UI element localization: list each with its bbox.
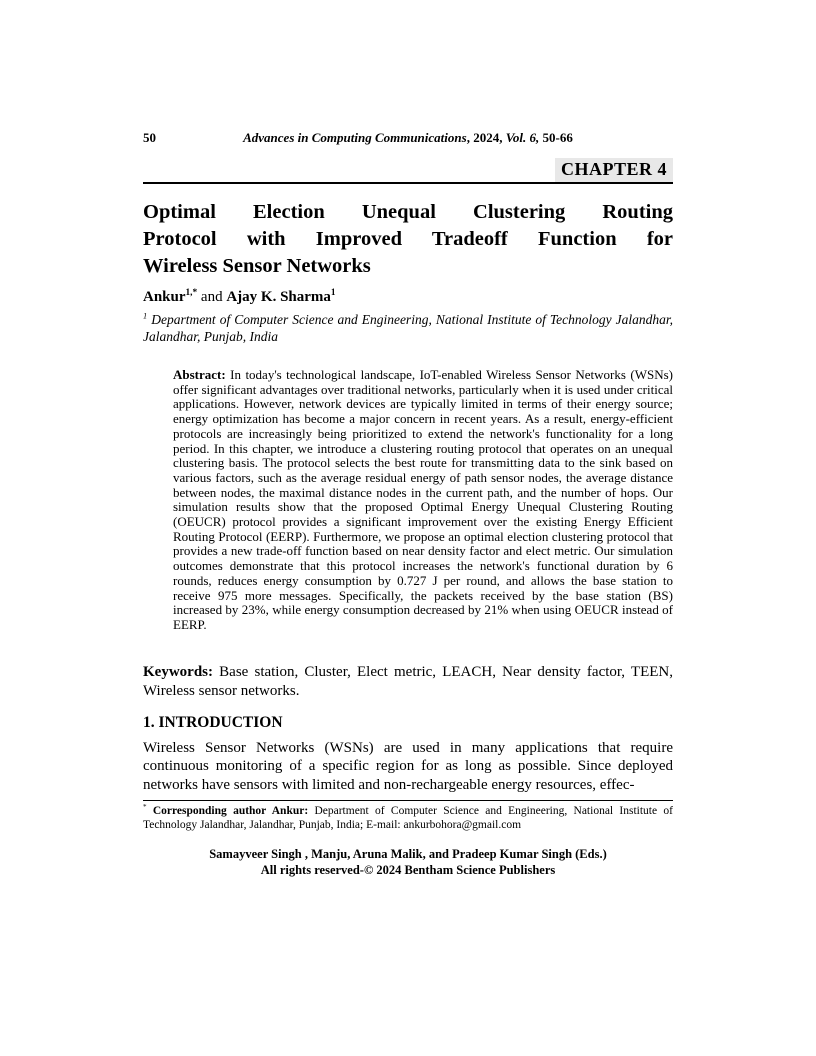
footnote-marker: * (143, 803, 147, 812)
article-title-line-1: Optimal Election Unequal Clustering Routing (143, 201, 673, 223)
rights-line: All rights reserved-© 2024 Bentham Science Publishers (260, 862, 556, 877)
article-title (143, 199, 673, 280)
affiliation (143, 311, 673, 345)
author-2-superscript: 1 (330, 288, 336, 298)
article-title-line-3: Wireless Sensor Networks (143, 255, 371, 277)
journal-pages: 50-66 (539, 130, 573, 145)
page-number: 50 (143, 130, 156, 145)
journal-title: Advances in Computing Communications (243, 130, 467, 145)
article-title-line-2: Protocol with Improved Tradeoff Function for (143, 228, 673, 250)
author-1-name: Ankur (143, 289, 186, 305)
journal-citation (213, 130, 603, 146)
affiliation-text: Department of Computer Science and Engineering, National Institute of Technology Jalandhar, Jalandhar, Punjab, India (143, 312, 673, 344)
affiliation-superscript: 1 (143, 311, 148, 321)
author-2-name: Ajay K. Sharma (226, 289, 331, 305)
running-header (143, 130, 673, 147)
journal-year: , 2024, (466, 130, 506, 145)
abstract-paragraph (173, 368, 673, 633)
header-rule (143, 182, 673, 184)
keywords-text: Base station, Cluster, Elect metric, LEACH, Near density factor, TEEN, Wireless sensor networks. (143, 663, 673, 699)
abstract-label: Abstract: (173, 367, 226, 382)
corresponding-author-footnote (143, 805, 673, 833)
chapter-label: CHAPTER 4 (555, 158, 673, 182)
book-footer (143, 846, 673, 878)
section-heading-introduction: 1. INTRODUCTION (143, 713, 283, 731)
keywords-label: Keywords: (143, 663, 213, 680)
abstract-text: In today's technological landscape, IoT-enabled Wireless Sensor Networks (WSNs) offer significant advantages over traditional networks, particularly when it is used under critical applications. However, network devices are typically limited in terms of their energy source; energy optimization has become a major concern in recent years. As a result, energy-efficient protocols are increasingly being prioritized to extend the network's functionality for a long period. In this chapter, we introduce a clustering routing protocol that operates on an unequal clustering basis. The protocol selects the best route for transmitting data to the sink based on various factors, such as the average residual energy of path sensor nodes, the average distance between nodes, the maximal distance nodes in the current path, and the number of hops. Our simulation results show that the proposed Optimal Energy Unequal Clustering Routing (OEUCR) protocol provides a significant improvement over the existing Energy Efficient Routing Protocol (EERP). Furthermore, we propose an optimal election clustering protocol that provides a new trade-off function based on near density factor and elect metric. Our simulation outcomes demonstrate that this protocol increases the network's functional duration by 6 rounds, reduces energy consumption by 0.727 J per round, and allows the base station to receive 975 more messages. Specifically, the packets received by the base station (BS) increased by 23%, while energy consumption decreased by 21% when using OEUCR instead of EERP. (173, 367, 673, 632)
authors-line (143, 289, 673, 306)
footnote-text: Department of Computer Science and Engineering, National Institute of Technology Jalandhar, Jalandhar, Punjab, India; E-mail: ankurbohora@gmail.com (143, 805, 673, 831)
author-1-superscript: 1,* (185, 288, 198, 298)
editors-line: Samayveer Singh , Manju, Aruna Malik, and Pradeep Kumar Singh (Eds.) (209, 846, 607, 861)
journal-volume: Vol. 6, (505, 130, 540, 145)
authors-connector: and (197, 289, 227, 305)
chapter-row (143, 158, 673, 182)
keywords-paragraph (143, 663, 673, 701)
footnote-label: Corresponding author Ankur: (146, 805, 309, 818)
footnote-rule (143, 800, 673, 801)
introduction-paragraph: Wireless Sensor Networks (WSNs) are used in many applications that require continuous monitoring of a specific region for as long as possible. Since deployed networks have sensors with limited and non-rechargeable energy resources, effec- (143, 739, 673, 793)
page-content (143, 130, 673, 878)
